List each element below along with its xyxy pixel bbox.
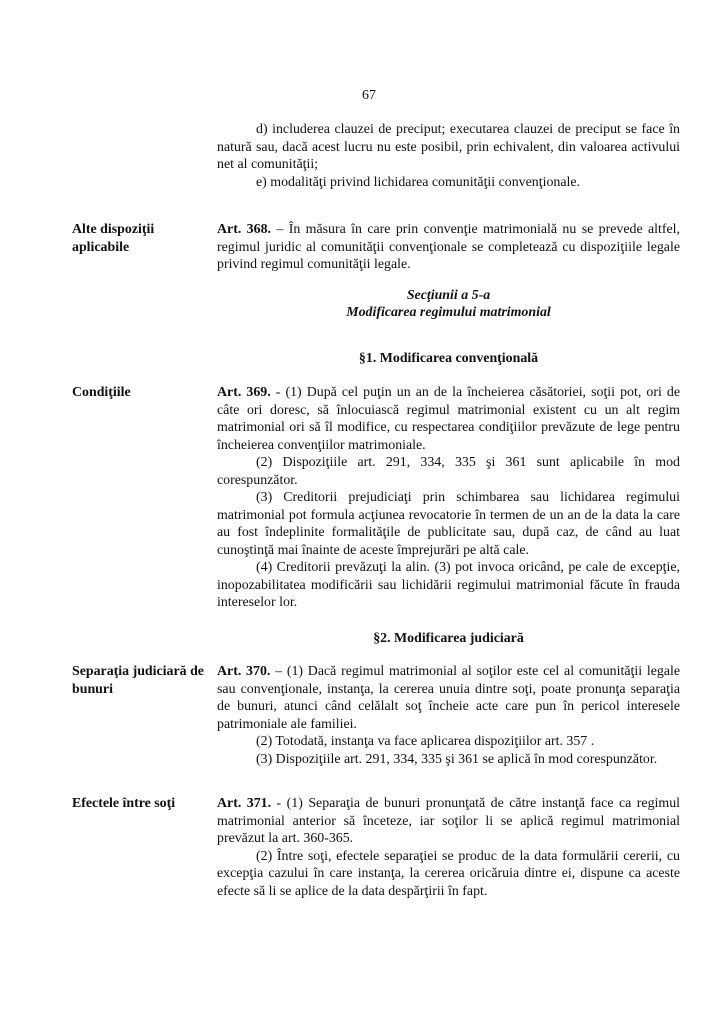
article-371 <box>217 795 680 900</box>
art-370-body: – (1) Dacă regimul matrimonial al soţilor este cel al comunităţii legale sau convenţionale, instanţa, la cererea unuia dintre soţi, poate pronunţa separaţia de bunuri, atunci când celălalt soţ încheie acte care pun în pericol interesele patrimoniale ale familiei. <box>217 664 681 732</box>
paragraph-e: e) modalităţi privind lichidarea comunităţii convenţionale. <box>256 174 581 190</box>
art-370-para-3: (3) Dispoziţiile art. 291, 334, 335 şi 361 se aplică în mod corespunzător. <box>256 751 658 767</box>
article-368 <box>217 221 680 274</box>
art-371-para-2: (2) Între soţi, efectele separaţiei se produc de la data formulării cererii, cu excepţia cazului în care instanţa, la cererea oricăruia dintre ei, dispune ca aceste efecte să li se aplice de la data despărţirii în fapt. <box>217 848 680 899</box>
margin-note-art-368: Alte dispoziţii aplicabile <box>72 222 155 255</box>
page-number: 67 <box>362 88 376 103</box>
section-subtitle: Modificarea regimului matrimonial <box>346 305 551 320</box>
art-371-para-1 <box>217 795 680 848</box>
subsection-1-title: §1. Modificarea convenţională <box>358 351 539 366</box>
art-369-para-2: (2) Dispoziţiile art. 291, 334, 335 şi 361 sunt aplicabile în mod corespunzător. <box>217 455 680 488</box>
art-368-text <box>217 221 680 274</box>
paragraph-d: d) includerea clauzei de preciput; executarea clauzei de preciput se face în natură sau, dacă acest lucru nu este posibil, prin echivalent, din valoarea activului net al comunităţii; <box>217 122 680 172</box>
art-368-label: Art. 368. <box>217 222 271 237</box>
art-369-label: Art. 369. <box>217 385 271 400</box>
margin-note-art-369: Condiţiile <box>72 385 131 400</box>
art-370-label: Art. 370. <box>217 664 271 679</box>
section-title: Secţiunii a 5-a <box>406 288 491 303</box>
art-371-body: - (1) Separaţia de bunuri pronunţată de către instanţă face ca regimul matrimonial anterior să înceteze, iar soţilor li se aplică regimul matrimonial prevăzut la art. 360-365. <box>217 796 680 846</box>
article-370 <box>217 663 680 768</box>
art-369-para-3: (3) Creditorii prejudiciaţi prin schimbarea sau lichidarea regimului matrimonial pot formula acţiunea revocatorie în termen de un an de la data la care au fost îndeplinite formalităţile de publicitate sau, după caz, de când au luat cunoştinţă mai înainte de aceste împrejurări pe altă cale. <box>217 490 680 558</box>
art-369-para-1 <box>217 384 680 454</box>
art-368-body: – În măsura în care prin convenţie matrimonială nu se prevede altfel, regimul juridic al comunităţii convenţionale se completează cu dispoziţiile legale privind regimul comunităţii legale. <box>217 222 681 272</box>
subsection-2-title: §2. Modificarea judiciară <box>373 631 524 646</box>
margin-note-art-371: Efectele între soţi <box>72 796 176 811</box>
art-370-para-2: (2) Totodată, instanţa va face aplicarea dispoziţiilor art. 357 . <box>256 734 595 749</box>
margin-note-art-370: Separaţia judiciară de bunuri <box>72 664 204 697</box>
art-369-body: - (1) După cel puţin un an de la încheierea căsătoriei, soţii pot, ori de câte ori doresc, să înlocuiască regimul matrimonial existent cu un alt regim matrimonial ori să îl modifice, cu respectarea condiţiilor prevăzute de lege pentru încheierea convenţiilor matrimoniale. <box>217 385 681 453</box>
art-369-para-4: (4) Creditorii prevăzuţi la alin. (3) pot invoca oricând, pe cale de excepţie, inopozabilitatea modificării sau lichidării regimului matrimonial făcute în frauda intereselor lor. <box>217 560 680 610</box>
art-371-label: Art. 371. <box>217 796 272 811</box>
article-369 <box>217 384 680 612</box>
continuation-block <box>217 121 680 191</box>
art-370-para-1 <box>217 663 680 733</box>
